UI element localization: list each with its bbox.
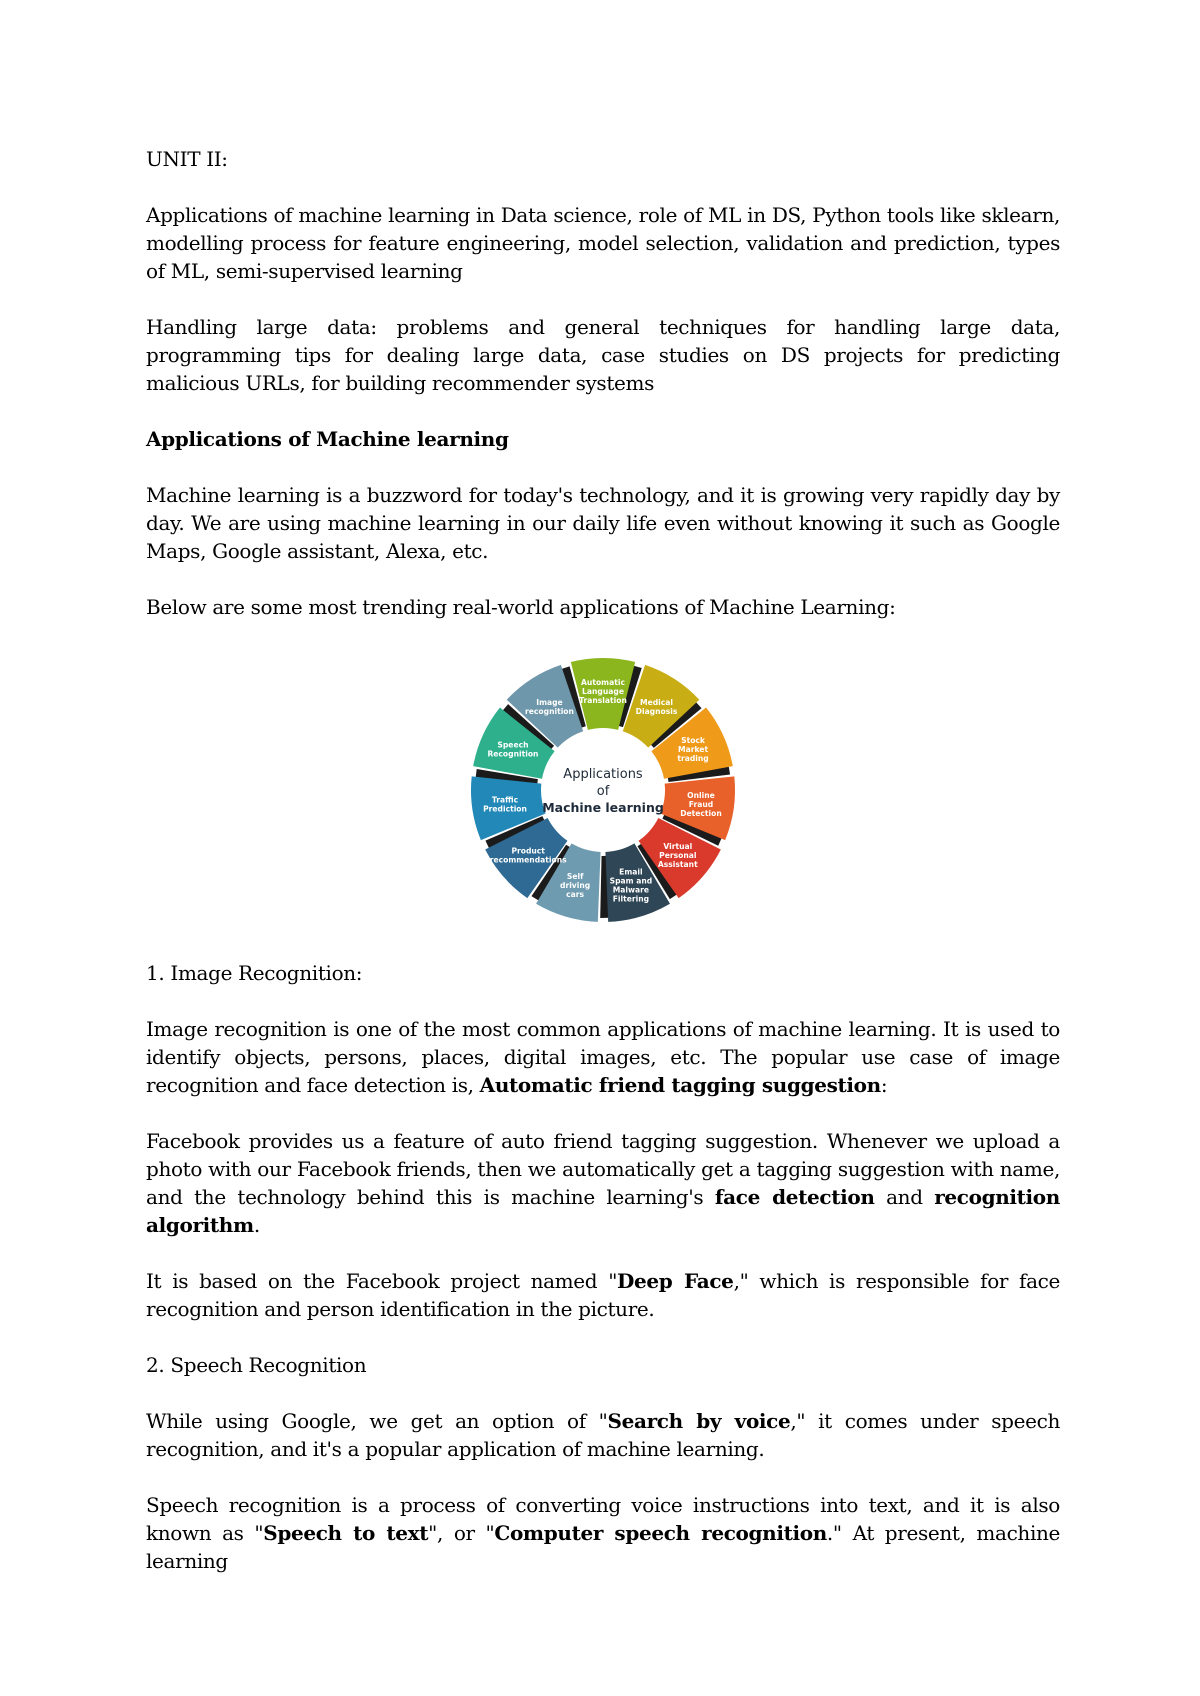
item-1-p3-bold: Deep Face (617, 1269, 734, 1293)
wheel-segment-label: Self driving cars (560, 871, 591, 899)
wheel-segment-label: Email Spam and Malware Filtering (609, 867, 653, 904)
item-1-p2-end: . (253, 1213, 260, 1237)
wheel-center-line-3: Machine learning (542, 800, 664, 815)
unit-title: UNIT II: (146, 147, 228, 171)
item-1-p1-end: : (880, 1073, 888, 1097)
trending-line: Below are some most trending real-world applications of Machine Learning: (146, 595, 896, 619)
item-2-paragraph-1 (146, 1407, 1060, 1463)
syllabus-paragraph-1: Applications of machine learning in Data science, role of ML in DS, Python tools like sklearn, modelling process for feature engineering, model selection, validation and prediction, types of ML, semi-supervised learning (146, 203, 1060, 283)
item-1-p3-end: ," which is responsible for face recognition and person identification in the picture. (146, 1269, 1061, 1321)
wheel-segment-label: Medical Diagnosis (635, 698, 678, 717)
wheel-segment-label: Virtual Personal Assistant (657, 841, 698, 869)
item-2-p1-bold: Search by voice (607, 1409, 791, 1433)
wheel-center-line-1: Applications (563, 767, 643, 782)
item-1-p3-start: It is based on the Facebook project named " (146, 1269, 618, 1293)
item-2-paragraph-2 (146, 1491, 1060, 1575)
wheel-segment-label: Automatic Language Translation (579, 678, 627, 705)
item-1-paragraph-3 (146, 1267, 1060, 1323)
wheel-segment-label: Image recognition (525, 698, 574, 717)
item-2-p2-bold-1: Speech to text (263, 1521, 429, 1545)
item-1-p2-bold-1: face detection (714, 1185, 875, 1209)
intro-paragraph: Machine learning is a buzzword for today's technology, and it is growing very rapidly day by day. We are using machine learning in our daily life even without knowing it such as Google Maps, Google assistant, Alexa, etc. (146, 483, 1060, 563)
item-1-paragraph-2 (146, 1127, 1060, 1239)
wheel-segment-label: Speech Recognition (487, 740, 539, 759)
ml-applications-wheel (462, 649, 744, 931)
item-2-p1-end: ," it comes under speech recognition, and it's a popular application of machine learning. (146, 1409, 1060, 1461)
syllabus-paragraph-2: Handling large data: problems and general techniques for handling large data, programming tips for dealing large data, case studies on DS projects for predicting malicious URLs, for building recommender systems (146, 315, 1060, 395)
document-page (146, 145, 1060, 1603)
section-heading: Applications of Machine learning (146, 427, 509, 451)
item-1-p1-bold: Automatic friend tagging suggestion (479, 1073, 881, 1097)
wheel-segment-label: Product recommendations (489, 846, 567, 865)
item-2-p1-start: While using Google, we get an option of " (146, 1409, 608, 1433)
item-2-p2-end: ." At present, machine learning (146, 1521, 1061, 1573)
item-1-p2-text: Facebook provides us a feature of auto friend tagging suggestion. Whenever we upload a photo with our Facebook friends, then we automatically get a tagging suggestion with name, and the technology behind this is machine learning's (146, 1129, 1060, 1209)
wheel-segment-label: Traffic Prediction (483, 795, 527, 814)
item-2-p2-start: Speech recognition is a process of converting voice instructions into text, and it is also known as " (146, 1493, 1060, 1545)
item-1-p1-text: Image recognition is one of the most common applications of machine learning. It is used to identify objects, persons, places, digital images, etc. The popular use case of image recognition and face detection is, (146, 1017, 1060, 1097)
item-2-title: 2. Speech Recognition (146, 1353, 367, 1377)
item-1-p2-mid: and (874, 1185, 935, 1209)
ml-applications-figure (146, 649, 1060, 931)
wheel-segment-label: Online Fraud Detection (680, 791, 722, 819)
item-2-p2-bold-2: Computer speech recognition (494, 1521, 827, 1545)
item-1-p2-bold-2: recognition algorithm (146, 1185, 1060, 1237)
item-2-p2-mid: ", or " (428, 1521, 495, 1545)
wheel-segment-label: Stock Market trading (677, 735, 709, 763)
wheel-center-line-2: of (596, 784, 610, 799)
item-1-paragraph-1 (146, 1015, 1060, 1099)
item-1-title: 1. Image Recognition: (146, 961, 363, 985)
